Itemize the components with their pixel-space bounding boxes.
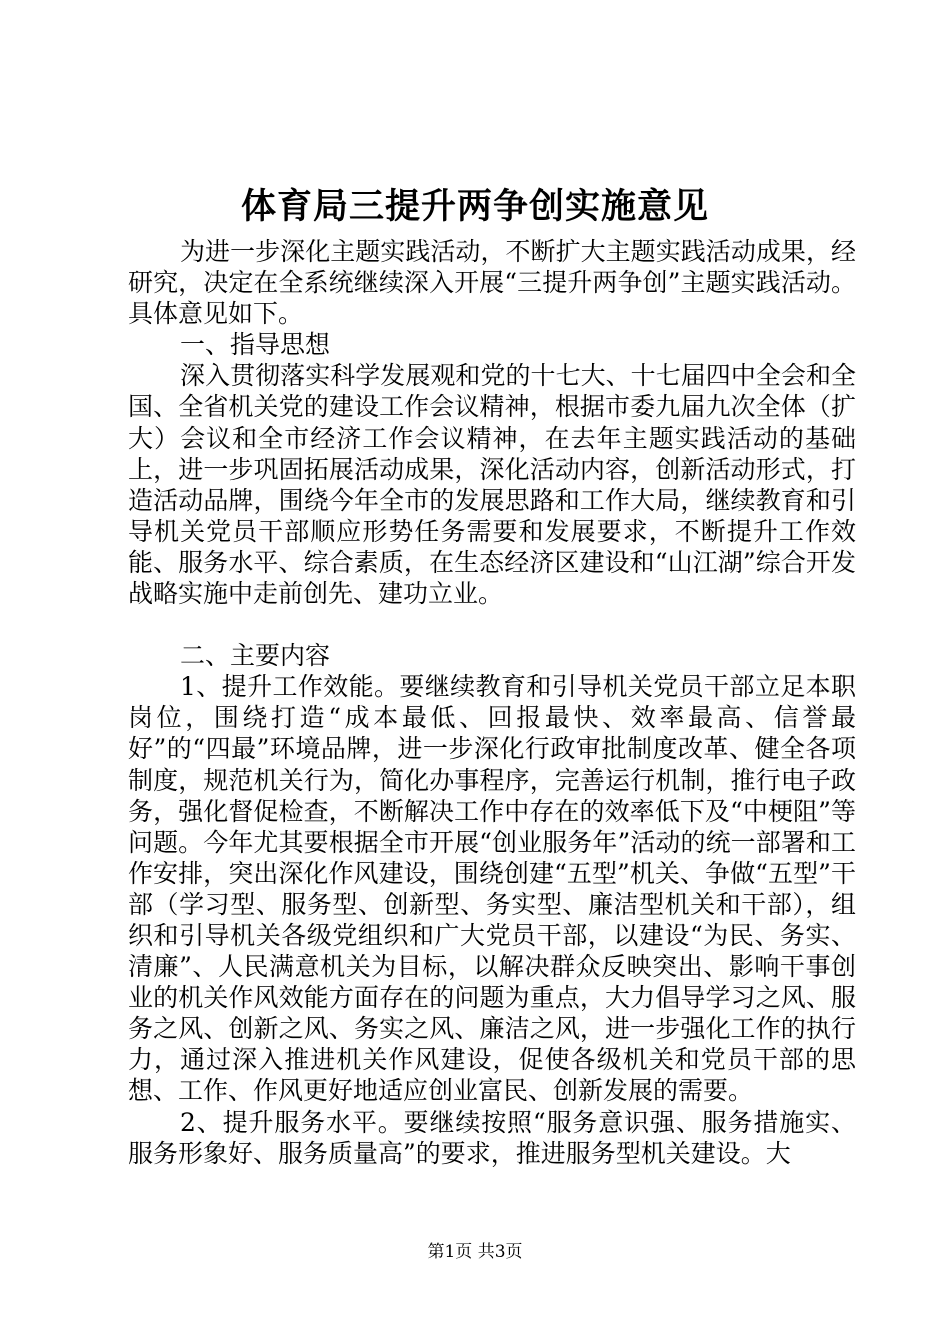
document-title: 体育局三提升两争创实施意见 <box>240 186 709 227</box>
document-body <box>128 236 856 1169</box>
item-2-paragraph: 2、提升服务水平。要继续按照“服务意识强、服务措施实、服务形象好、服务质量高”的要求，推进服务型机关建设。大 <box>128 1107 856 1168</box>
section-heading-guiding-thought: 一、指导思想 <box>180 330 331 360</box>
item-1-paragraph: 1、提升工作效能。要继续教育和引导机关党员干部立足本职岗位，围绕打造“成本最低、回报最快、效率最高、信誉最好”的“四最”环境品牌，进一步深化行政审批制度改革、健全各项制度，规范机关行为，简化办事程序，完善运行机制，推行电子政务，强化督促检查，不断解决工作中存在的效率低下及“中梗阻”等问题。今年尤其要根据全市开展“创业服务年”活动的统一部署和工作安排，突出深化作风建设，围绕创建“五型”机关、争做“五型”干部（学习型、服务型、创新型、务实型、廉洁型机关和干部），组织和引导机关各级党组织和广大党员干部，以建设“为民、务实、清廉”、人民满意机关为目标，以解决群众反映突出、影响干事创业的机关作风效能方面存在的问题为重点，大力倡导学习之风、服务之风、创新之风、务实之风、廉洁之风，进一步强化工作的执行力，通过深入推进机关作风建设，促使各级机关和党员干部的思想、工作、作风更好地适应创业富民、创新发展的需要。 <box>128 672 856 1106</box>
intro-paragraph: 为进一步深化主题实践活动，不断扩大主题实践活动成果，经研究，决定在全系统继续深入开展“三提升两争创”主题实践活动。具体意见如下。 <box>128 237 856 329</box>
section-heading-main-content: 二、主要内容 <box>180 641 331 671</box>
guiding-thought-paragraph: 深入贯彻落实科学发展观和党的十七大、十七届四中全会和全国、全省机关党的建设工作会议精神，根据市委九届九次全体（扩大）会议和全市经济工作会议精神，在去年主题实践活动的基础上，进一步巩固拓展活动成果，深化活动内容，创新活动形式，打造活动品牌，围绕今年全市的发展思路和工作大局，继续教育和引导机关党员干部顺应形势任务需要和发展要求，不断提升工作效能、服务水平、综合素质，在生态经济区建设和“山江湖”综合开发战略实施中走前创先、建功立业。 <box>128 361 856 609</box>
page-number-footer: 第1页 共3页 <box>427 1242 523 1262</box>
